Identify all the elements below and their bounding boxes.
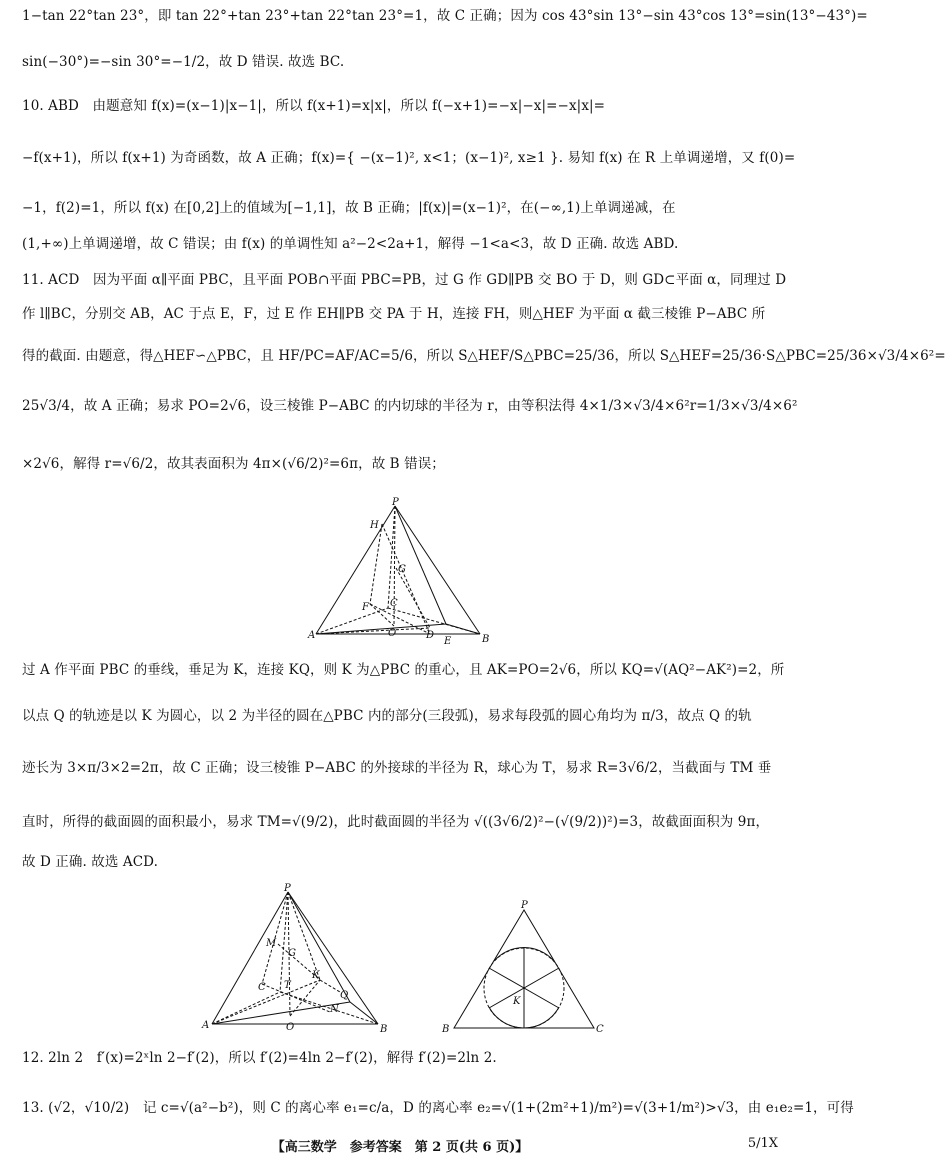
text-line: 作 l∥BC，分别交 AB，AC 于点 E，F，过 E 作 EH∥PB 交 PA 于 H，连接 FH，则△HEF 为平面 α 截三棱锥 P−ABC 所 bbox=[22, 306, 766, 322]
point-label: T bbox=[284, 980, 291, 991]
text-line: 迹长为 3×π/3×2=2π，故 C 正确；设三棱锥 P−ABC 的外接球的半径为 R，球心为 T，易求 R=3√6/2，当截面与 TM 垂 bbox=[22, 760, 772, 776]
point-label: B bbox=[442, 1024, 450, 1035]
text-line: 13. (√2，√10/2) 记 c=√(a²−b²)，则 C 的离心率 e₁=c/a，D 的离心率 e₂=√(1+(2m²+1)/m²)=√(3+1/m²)>√3，由 e₁e₂=1，可得 bbox=[22, 1100, 854, 1116]
point-label: K bbox=[513, 996, 521, 1007]
text-line: 25√3/4，故 A 正确；易求 PO=2√6，设三棱锥 P−ABC 的内切球的半径为 r，由等积法得 4×1/3×√3/4×6²r=1/3×√3/4×6² bbox=[22, 398, 798, 414]
text-line: 得的截面. 由题意，得△HEF∽△PBC，且 HF/PC=AF/AC=5/6，所以 S△HEF/S△PBC=25/36，所以 S△HEF=25/36·S△PBC=25/36×√3/4×6²= bbox=[22, 348, 946, 364]
text-line: 10. ABD 由题意知 f(x)=(x−1)|x−1|，所以 f(x+1)=x|x|，所以 f(−x+1)=−x|−x|=−x|x|= bbox=[22, 98, 606, 114]
text-line: −1，f(2)=1，所以 f(x) 在[0,2]上的值域为[−1,1]，故 B 正确；|f(x)|=(x−1)²，在(−∞,1)上单调递减，在 bbox=[22, 200, 676, 216]
point-label: A bbox=[308, 630, 316, 641]
point-label: P bbox=[284, 883, 291, 894]
point-label: A bbox=[202, 1020, 210, 1031]
tetrahedron-figure-1 bbox=[308, 496, 508, 646]
point-label: N bbox=[330, 1004, 339, 1015]
text-line: ×2√6，解得 r=√6/2，故其表面积为 4π×(√6/2)²=6π，故 B 错误； bbox=[22, 456, 445, 472]
point-label: K bbox=[312, 970, 320, 981]
point-label: Q bbox=[340, 990, 349, 1001]
text-line: 11. ACD 因为平面 α∥平面 PBC，且平面 POB∩平面 PBC=PB，过 G 作 GD∥PB 交 BO 于 D，则 GD⊂平面 α，同理过 D bbox=[22, 272, 787, 288]
text-line: −f(x+1)，所以 f(x+1) 为奇函数，故 A 正确；f(x)={ −(x−1)², x<1；(x−1)², x≥1 }. 易知 f(x) 在 R 上单调递增，又 f(0)= bbox=[22, 150, 796, 166]
point-label: B bbox=[380, 1024, 388, 1035]
text-line: 以点 Q 的轨迹是以 K 为圆心，以 2 为半径的圆在△PBC 内的部分(三段弧)，易求每段弧的圆心角均为 π/3，故点 Q 的轨 bbox=[22, 708, 752, 724]
point-label: D bbox=[426, 630, 435, 641]
point-label: G bbox=[398, 564, 406, 575]
point-label: O bbox=[286, 1022, 295, 1033]
text-line: sin(−30°)=−sin 30°=−1/2，故 D 错误. 故选 BC. bbox=[22, 54, 345, 70]
footer-code: 5/1X bbox=[747, 1136, 778, 1151]
point-label: O bbox=[388, 628, 397, 639]
text-line: 12. 2ln 2 f′(x)=2ˣln 2−f′(2)，所以 f′(2)=4ln 2−f′(2)，解得 f′(2)=2ln 2. bbox=[22, 1050, 497, 1066]
page-footer bbox=[0, 1136, 800, 1156]
footer-title: 【高三数学 参考答案 第 2 页(共 6 页)】 bbox=[271, 1140, 529, 1155]
triangle-incircle-figure bbox=[438, 896, 608, 1038]
point-label: P bbox=[521, 900, 528, 911]
tetrahedron-figure-2 bbox=[200, 884, 400, 1036]
point-label: F bbox=[362, 602, 369, 613]
point-label: E bbox=[444, 636, 452, 647]
text-line: 故 D 正确. 故选 ACD. bbox=[22, 854, 158, 870]
point-label: P bbox=[392, 497, 399, 508]
point-label: B bbox=[482, 634, 490, 645]
point-label: C bbox=[596, 1024, 604, 1035]
text-line: (1,+∞)上单调递增，故 C 错误；由 f(x) 的单调性知 a²−2<2a+1，解得 −1<a<3，故 D 正确. 故选 ABD. bbox=[22, 236, 679, 252]
point-label: G bbox=[288, 948, 296, 959]
point-label: C bbox=[390, 598, 398, 609]
text-line: 1−tan 22°tan 23°，即 tan 22°+tan 23°+tan 22°tan 23°=1，故 C 正确；因为 cos 43°sin 13°−sin 43°cos 13°=sin(13°−43°)= bbox=[22, 8, 868, 24]
point-label: C bbox=[258, 982, 266, 993]
text-line: 过 A 作平面 PBC 的垂线，垂足为 K，连接 KQ，则 K 为△PBC 的重心，且 AK=PO=2√6，所以 KQ=√(AQ²−AK²)=2，所 bbox=[22, 662, 785, 678]
text-line: 直时，所得的截面圆的面积最小，易求 TM=√(9/2)，此时截面圆的半径为 √((3√6/2)²−(√(9/2))²)=3，故截面面积为 9π， bbox=[22, 814, 770, 830]
point-label: H bbox=[370, 520, 379, 531]
point-label: M bbox=[266, 938, 277, 949]
